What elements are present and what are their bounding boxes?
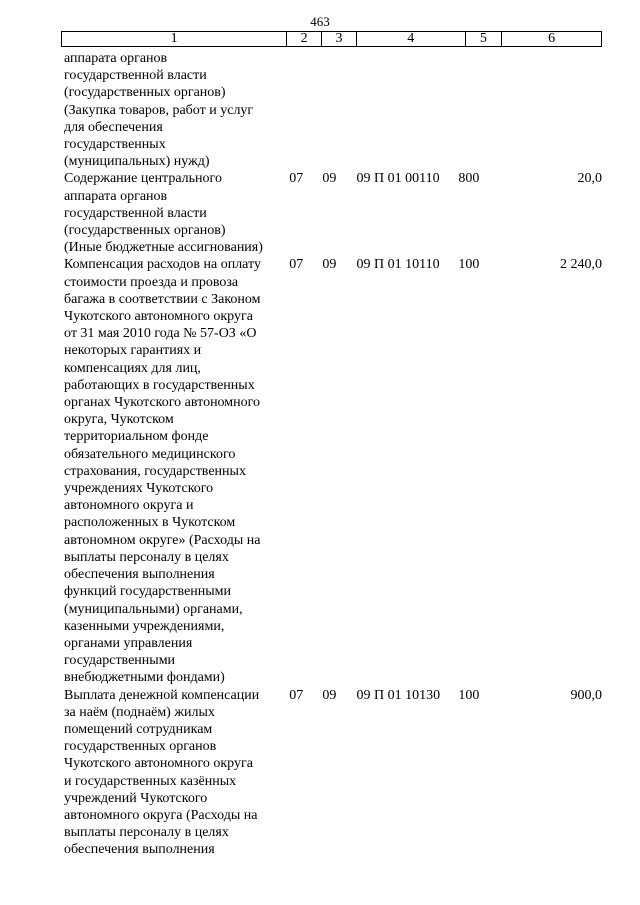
row-description: Компенсация расходов на оплату стоимости проезда и провоза багажа в соответствии с Законом Чукотского автономного округа от 31 мая 2010 года № 57-ОЗ «О некоторых гарантиях и компенсациях для лиц, работающих в государственных органах Чукотского автономного округа, Чукотском территориальном фонде обязательного медицинского страхования, государственных учреждениях Чукотского автономного округа и расположенных в Чукотском автономном округе» (Расходы на выплаты персоналу в целях обеспечения выполнения функций государственными (муниципальными) органами, казенными учреждениями, органами управления государственными внебюджетными фондами) — [64, 257, 261, 686]
header-col-2: 2 — [287, 32, 322, 46]
header-col-1: 1 — [62, 32, 287, 46]
row-description: Выплата денежной компенсации за наём (поднаём) жилых помещений сотрудникам государственных органов Чукотского автономного округа и государственных казённых учреждений Чукотского автономного округа (Расходы на выплаты персоналу в целях обеспечения выполнения — [64, 687, 260, 858]
header-col-4: 4 — [357, 32, 466, 46]
row-subsection: 09 — [322, 687, 337, 703]
header-col-5: 5 — [466, 32, 503, 46]
header-col-3: 3 — [322, 32, 357, 46]
table-row — [64, 687, 602, 859]
table-row — [64, 50, 602, 170]
table-header — [61, 31, 602, 47]
table-body — [64, 50, 602, 859]
row-type: 100 — [458, 687, 480, 703]
row-type: 800 — [458, 171, 480, 187]
header-col-6: 6 — [548, 31, 556, 46]
table-row — [64, 256, 602, 686]
row-section: 07 — [289, 687, 304, 703]
row-description: Содержание центрального аппарата органов государственной власти (государственных органов) (Иные бюджетные ассигнования) — [64, 171, 263, 256]
row-subsection: 09 — [322, 257, 337, 273]
row-subsection: 09 — [322, 171, 337, 187]
row-code: 09 П 01 10130 — [356, 687, 441, 703]
row-amount: 900,0 — [570, 687, 602, 703]
row-code: 09 П 01 10110 — [356, 257, 440, 273]
row-section: 07 — [289, 171, 304, 187]
row-amount: 2 240,0 — [559, 257, 602, 273]
page-number: 463 — [310, 14, 330, 29]
row-type: 100 — [458, 257, 480, 273]
row-section: 07 — [289, 257, 304, 273]
row-description: аппарата органов государственной власти (государственных органов) (Закупка товаров, работ и услуг для обеспечения государственных (муниципальных) нужд) — [64, 51, 254, 170]
row-code: 09 П 01 00110 — [356, 171, 440, 187]
table-row — [64, 170, 602, 256]
row-amount: 20,0 — [577, 171, 602, 187]
